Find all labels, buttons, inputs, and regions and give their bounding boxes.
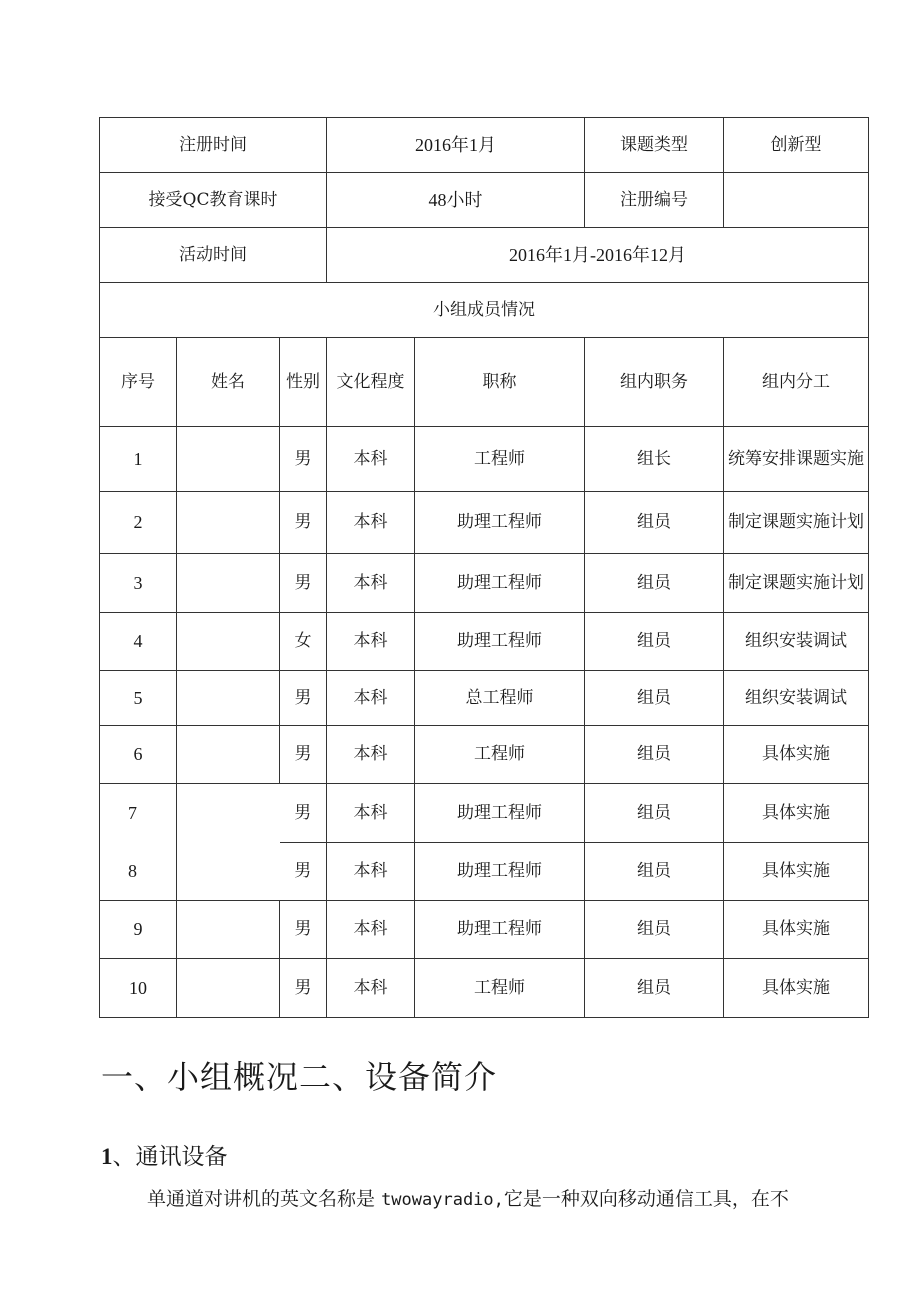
cell-no: 8 [100, 843, 177, 901]
cell-no: 3 [100, 554, 177, 613]
cell-duty: 具体实施 [724, 901, 869, 959]
cell-name [177, 784, 280, 843]
cell-gender: 男 [280, 671, 327, 726]
cell-edu: 本科 [327, 726, 415, 784]
col-header-role: 组内职务 [585, 338, 724, 427]
row-reg-time [100, 118, 869, 173]
cell-duty: 具体实施 [724, 726, 869, 784]
row-activity-time [100, 228, 869, 283]
col-header-gender: 性别 [280, 338, 327, 427]
col-header-name: 姓名 [177, 338, 280, 427]
cell-role: 组员 [585, 959, 724, 1018]
cell-duty: 组织安装调试 [724, 671, 869, 726]
reg-time-label: 注册时间 [100, 118, 327, 173]
cell-role: 组员 [585, 613, 724, 671]
cell-gender: 男 [280, 554, 327, 613]
cell-gender: 男 [280, 959, 327, 1018]
row-qc-hours [100, 173, 869, 228]
topic-type-value: 创新型 [724, 118, 869, 173]
cell-duty: 统筹安排课题实施 [724, 427, 869, 492]
cell-no: 1 [100, 427, 177, 492]
cell-duty: 具体实施 [724, 959, 869, 1018]
cell-name [177, 554, 280, 613]
paragraph-text-c: 它是一种双向移动通信工具，在不 [503, 1188, 789, 1210]
cell-name [177, 427, 280, 492]
cell-name [177, 843, 280, 901]
col-header-no: 序号 [100, 338, 177, 427]
table-row [100, 613, 869, 671]
table-row [100, 671, 869, 726]
col-header-duty: 组内分工 [724, 338, 869, 427]
table-row [100, 726, 869, 784]
cell-no: 10 [100, 959, 177, 1018]
cell-edu: 本科 [327, 843, 415, 901]
cell-no: 2 [100, 492, 177, 554]
table-row [100, 901, 869, 959]
cell-role: 组员 [585, 554, 724, 613]
subsection-title: 、通讯设备 [112, 1144, 228, 1170]
members-title: 小组成员情况 [100, 283, 869, 338]
cell-no: 6 [100, 726, 177, 784]
cell-name [177, 492, 280, 554]
paragraph-text-english: twowayradio, [381, 1190, 504, 1210]
cell-role: 组员 [585, 671, 724, 726]
reg-no-value [724, 173, 869, 228]
cell-title: 助理工程师 [415, 901, 585, 959]
cell-name [177, 959, 280, 1018]
cell-name [177, 726, 280, 784]
cell-title: 助理工程师 [415, 492, 585, 554]
cell-title: 助理工程师 [415, 554, 585, 613]
col-header-edu: 文化程度 [327, 338, 415, 427]
cell-title: 工程师 [415, 959, 585, 1018]
cell-duty: 具体实施 [724, 784, 869, 843]
cell-gender: 男 [280, 901, 327, 959]
row-members-title [100, 283, 869, 338]
topic-type-label: 课题类型 [585, 118, 724, 173]
table-row [100, 492, 869, 554]
cell-title: 助理工程师 [415, 784, 585, 843]
cell-edu: 本科 [327, 959, 415, 1018]
cell-duty: 制定课题实施计划 [724, 554, 869, 613]
cell-gender: 男 [280, 427, 327, 492]
cell-title: 助理工程师 [415, 613, 585, 671]
cell-role: 组员 [585, 492, 724, 554]
reg-no-label: 注册编号 [585, 173, 724, 228]
qc-hours-label: 接受QC教育课时 [100, 173, 327, 228]
cell-duty: 具体实施 [724, 843, 869, 901]
section-heading: 一、小组概况二、设备简介 [101, 1058, 498, 1096]
reg-time-value: 2016年1月 [327, 118, 585, 173]
header-row [100, 338, 869, 427]
cell-edu: 本科 [327, 427, 415, 492]
cell-gender: 女 [280, 613, 327, 671]
table-row [100, 843, 869, 901]
cell-no: 7 [100, 784, 177, 843]
cell-edu: 本科 [327, 671, 415, 726]
cell-role: 组员 [585, 784, 724, 843]
cell-gender: 男 [280, 843, 327, 901]
paragraph-text-a: 单通道对讲机的英文名称是 [147, 1188, 376, 1210]
cell-gender: 男 [280, 492, 327, 554]
cell-name [177, 671, 280, 726]
qc-hours-value: 48小时 [327, 173, 585, 228]
cell-no: 4 [100, 613, 177, 671]
cell-duty: 制定课题实施计划 [724, 492, 869, 554]
cell-edu: 本科 [327, 492, 415, 554]
col-header-title: 职称 [415, 338, 585, 427]
cell-gender: 男 [280, 784, 327, 843]
body-paragraph [101, 1184, 871, 1211]
cell-edu: 本科 [327, 613, 415, 671]
cell-no: 9 [100, 901, 177, 959]
cell-no: 5 [100, 671, 177, 726]
subsection-heading [101, 1138, 228, 1171]
cell-role: 组员 [585, 843, 724, 901]
cell-name [177, 901, 280, 959]
cell-gender: 男 [280, 726, 327, 784]
cell-edu: 本科 [327, 554, 415, 613]
cell-edu: 本科 [327, 784, 415, 843]
cell-title: 助理工程师 [415, 843, 585, 901]
table-row [100, 554, 869, 613]
activity-time-value: 2016年1月-2016年12月 [327, 228, 869, 283]
cell-title: 总工程师 [415, 671, 585, 726]
cell-name [177, 613, 280, 671]
cell-duty: 组织安装调试 [724, 613, 869, 671]
group-info-table [99, 117, 869, 1018]
cell-title: 工程师 [415, 427, 585, 492]
table-row [100, 959, 869, 1018]
cell-role: 组长 [585, 427, 724, 492]
table-row [100, 427, 869, 492]
subsection-number: 1 [101, 1144, 113, 1169]
cell-role: 组员 [585, 901, 724, 959]
cell-edu: 本科 [327, 901, 415, 959]
activity-time-label: 活动时间 [100, 228, 327, 283]
table-row [100, 784, 869, 843]
cell-title: 工程师 [415, 726, 585, 784]
cell-role: 组员 [585, 726, 724, 784]
